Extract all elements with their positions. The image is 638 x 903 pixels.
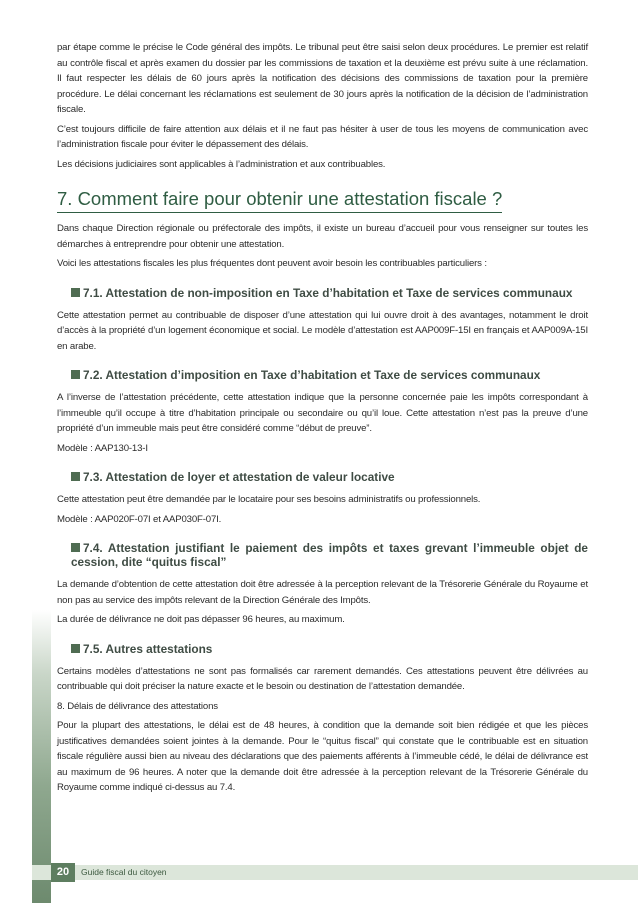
intro-paragraph: C’est toujours difficile de faire attention aux délais et il ne faut pas hésiter à user de tous les moyens de communication avec l’administration fiscale pour éviter le dépassement des délais. <box>57 123 588 150</box>
subsection-title-7-4 <box>71 541 588 569</box>
subsection-title-7-1 <box>71 286 588 300</box>
subsection-paragraph: 8. Délais de délivrance des attestations <box>57 700 218 712</box>
subsection-title-7-2 <box>71 368 588 382</box>
subsection-title-text: 7.2. Attestation d’imposition en Taxe d’habitation et Taxe de services communaux <box>83 368 541 382</box>
footer-label: Guide fiscal du citoyen <box>81 867 167 877</box>
bullet-square-icon <box>71 288 80 297</box>
section-paragraph: Dans chaque Direction régionale ou préfectorale des impôts, il existe un bureau d’accueil pour vous renseigner sur toutes les démarches à entreprendre pour obtenir une attestation. <box>57 223 588 250</box>
intro-paragraph: par étape comme le précise le Code général des impôts. Le tribunal peut être saisi selon deux procédures. Le premier est relatif au contrôle fiscal et après examen du dossier par les commissions de taxation et la deuxième est prévu suite à une réclamation. Il faut respecter les délais de 60 jours après la notification des décisions des commissions de taxation pour la première procédure. Le délai concernant les réclamations est seulement de 30 jours après la notification de la décision de l’administration fiscale. <box>57 42 588 115</box>
intro-paragraph: Les décisions judiciaires sont applicables à l’administration et aux contribuables. <box>57 158 386 170</box>
bullet-square-icon <box>71 644 80 653</box>
subsection-paragraph: Pour la plupart des attestations, le délai est de 48 heures, à condition que la demande soit bien rédigée et que les pièces justificatives demandées soient jointes à la demande. Pour le “quitus fiscal” qui constate que le contribuable est en situation fiscale régulière aussi bien au niveau des déclarations que des paiements afférents à l’immeuble cédé, le délai de délivrance est au maximum de 96 heures. A noter que la demande doit être adressée à la perception relevant de la Trésorerie Générale du Royaume comme indiqué ci-dessus au 7.4. <box>57 720 588 793</box>
subsection-title-text: 7.4. Attestation justifiant le paiement des impôts et taxes grevant l’immeuble objet de cession, dite “quitus fiscal” <box>71 541 588 569</box>
subsection-title-text: 7.1. Attestation de non-imposition en Taxe d’habitation et Taxe de services communaux <box>83 285 573 300</box>
page-content <box>57 40 588 800</box>
page-number: 20 <box>51 863 75 882</box>
sidebar-decoration <box>32 610 51 903</box>
subsection-paragraph: A l’inverse de l’attestation précédente, cette attestation indique que la personne concernée paie les impôts correspondant à l’immeuble qu’il occupe à titre d’habitation principale ou secondaire ou qu’il loue. Cette attestation n’est pas la preuve d’une propriété d’un immeuble mais peut être considéré comme “début de preuve”. <box>57 392 588 434</box>
bullet-square-icon <box>71 370 80 379</box>
subsection-paragraph: La demande d’obtention de cette attestation doit être adressée à la perception relevant de la Trésorerie Générale du Royaume et non pas au service des impôts relevant de la Direction Générale des Impôts. <box>57 579 588 606</box>
bullet-square-icon <box>71 472 80 481</box>
bullet-square-icon <box>71 543 80 552</box>
subsection-paragraph: La durée de délivrance ne doit pas dépasser 96 heures, au maximum. <box>57 614 345 625</box>
section-title: 7. Comment faire pour obtenir une attestation fiscale ? <box>57 188 502 213</box>
subsection-paragraph: Modèle : AAP020F-07I et AAP030F-07I. <box>57 513 222 525</box>
subsection-title-7-3 <box>71 470 588 484</box>
section-paragraph: Voici les attestations fiscales les plus fréquentes dont peuvent avoir besoin les contribuables particuliers : <box>57 258 487 269</box>
subsection-title-text: 7.5. Autres attestations <box>83 641 213 656</box>
subsection-paragraph: Cette attestation permet au contribuable de disposer d’une attestation qui lui ouvre droit à des avantages, notamment le droit d’accès à la propriété d’un logement économique et social. Le modèle d’attestation est AAP009F-15I en français et AAP009A-15I en arabe. <box>57 309 588 352</box>
subsection-paragraph: Cette attestation peut être demandée par le locataire pour ses besoins administratifs ou professionnels. <box>57 494 481 505</box>
subsection-paragraph: Modèle : AAP130-13-I <box>57 442 148 454</box>
subsection-paragraph: Certains modèles d’attestations ne sont pas formalisés car rarement demandés. Ces attestations peuvent être délivrées au contribuable qui doit préciser la nature exacte et le besoin ou destination de l’attestation demandée. <box>57 665 588 692</box>
subsection-title-text: 7.3. Attestation de loyer et attestation de valeur locative <box>83 470 395 484</box>
subsection-title-7-5 <box>71 642 588 656</box>
